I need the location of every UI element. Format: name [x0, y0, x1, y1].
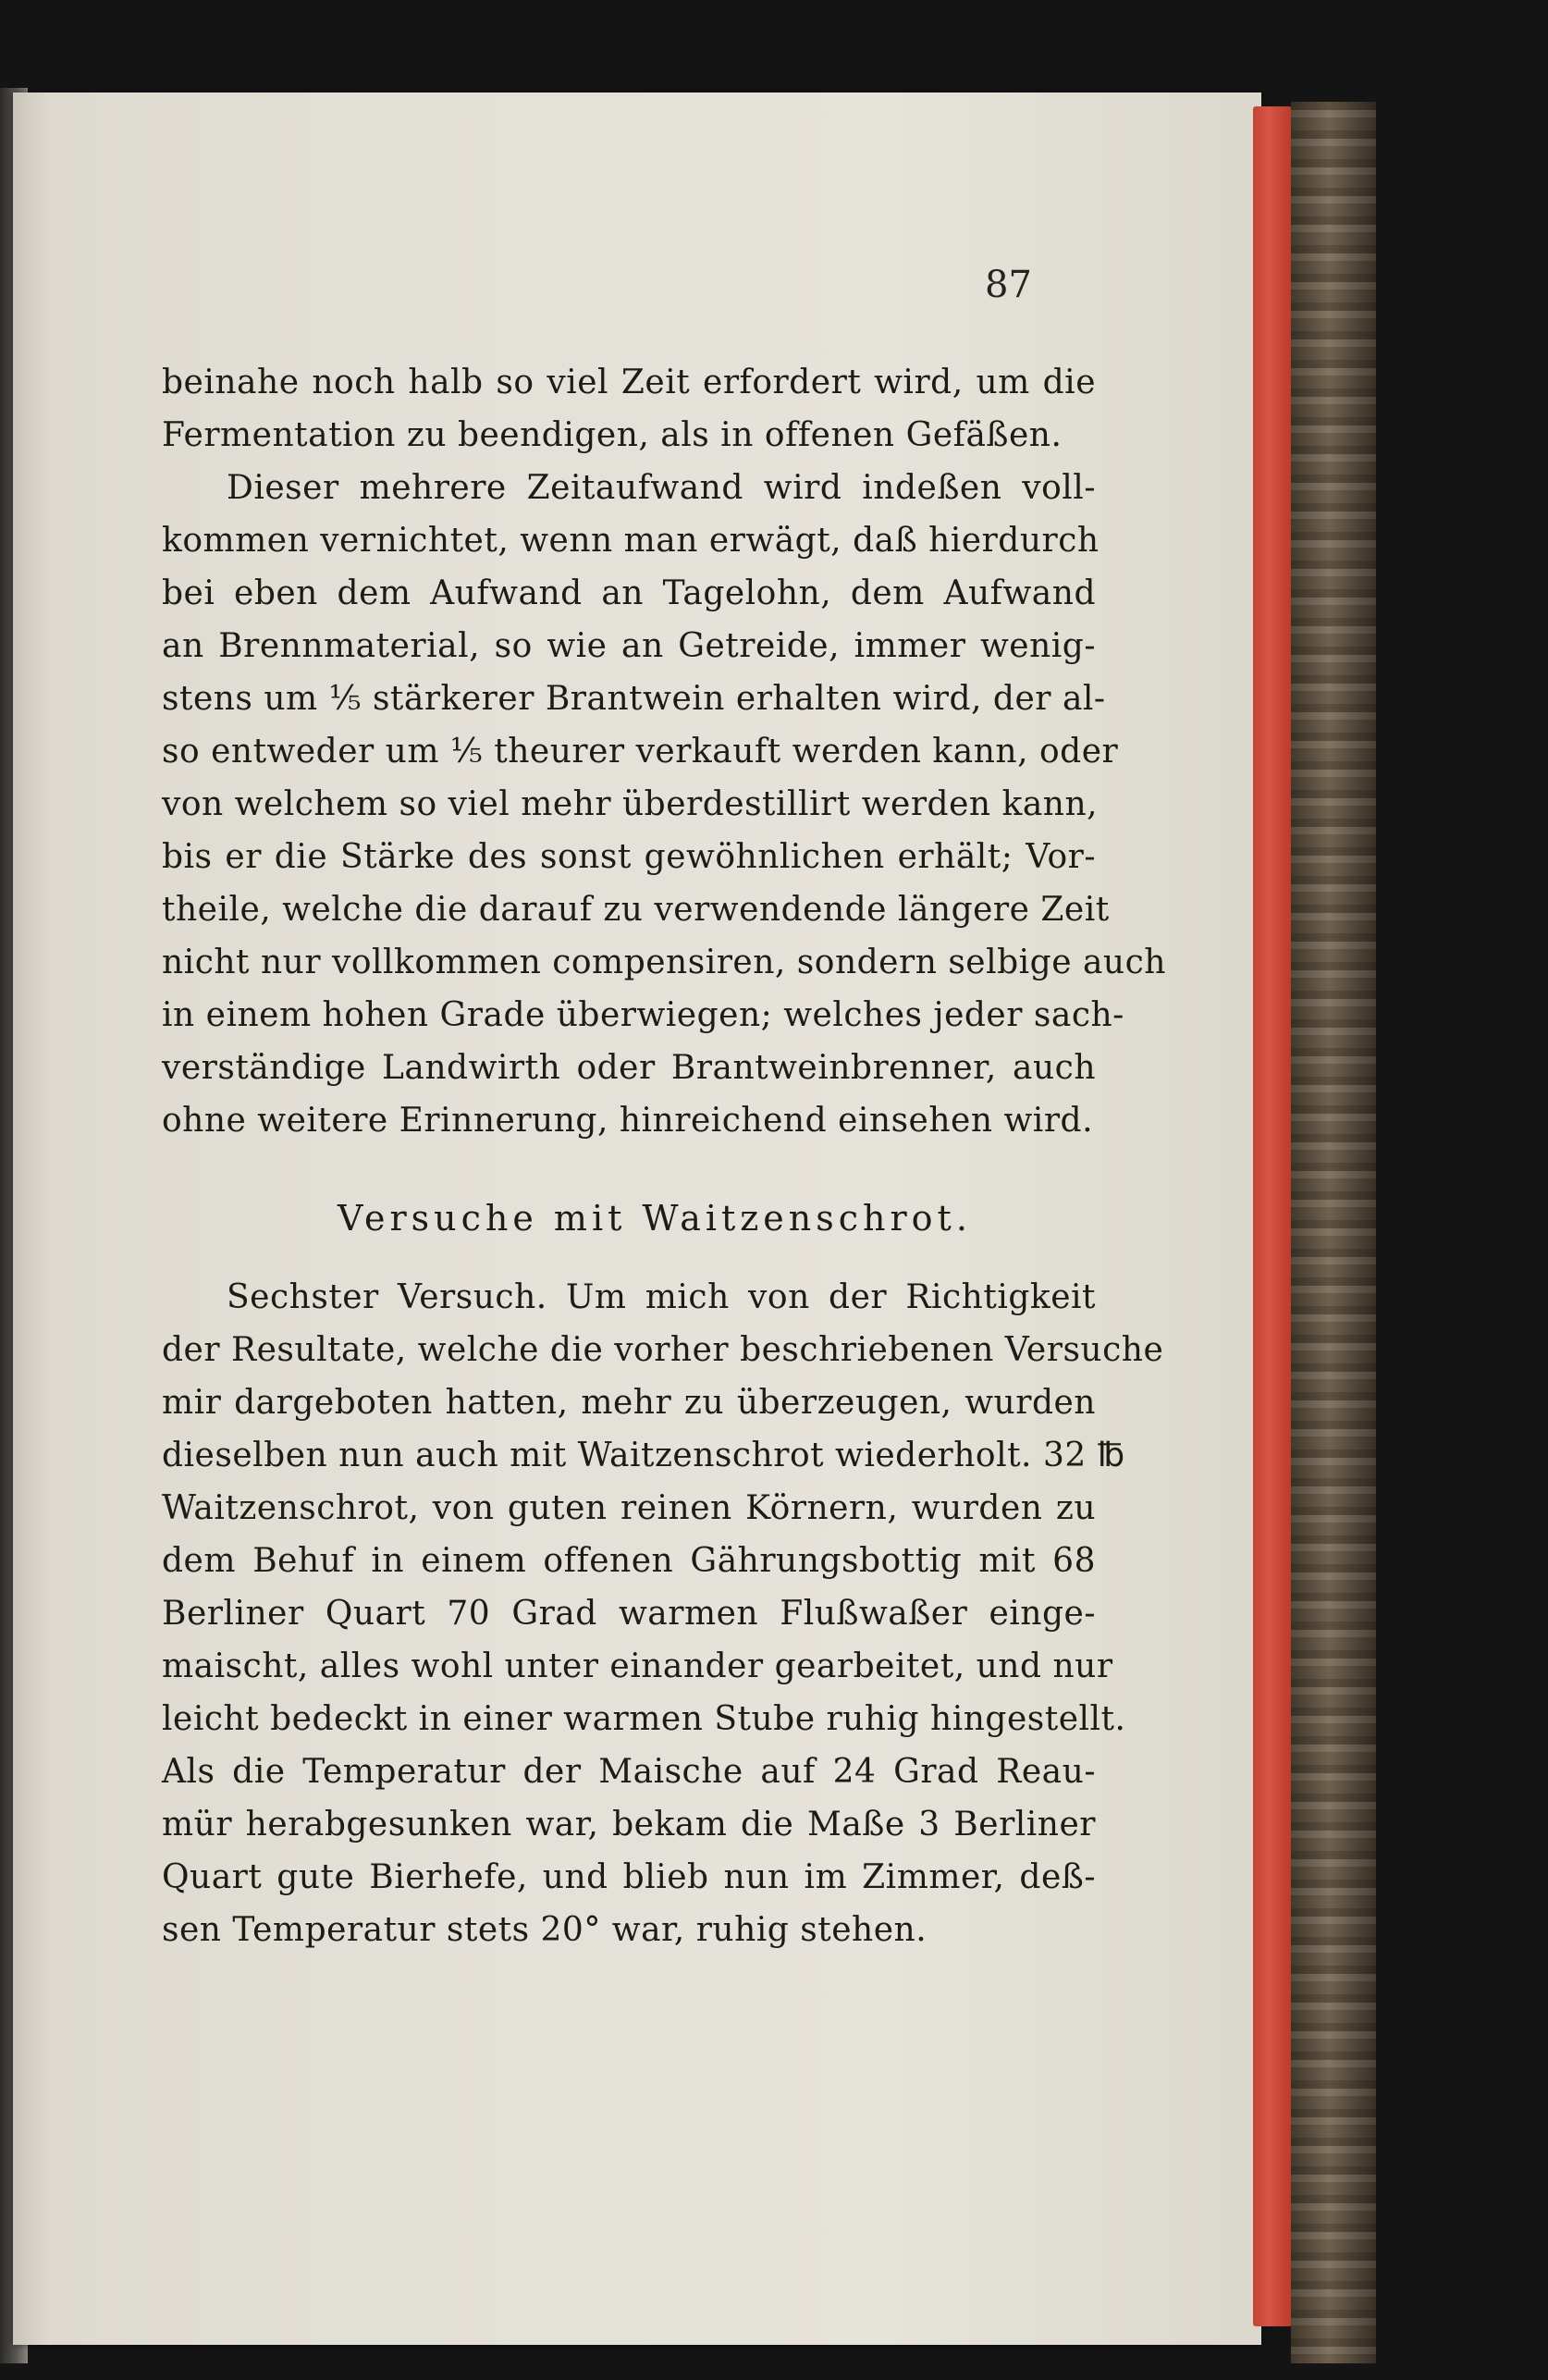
text-line: leicht bedeckt in einer warmen Stube ruhig hingestellt.: [162, 1700, 1126, 1738]
text-line: Sechster Versuch. Um mich von der Richtigkeit: [227, 1278, 1096, 1316]
text-line: bei eben dem Aufwand an Tagelohn, dem Aufwand: [162, 574, 1096, 612]
text-line: Quart gute Bierhefe, und blieb nun im Zimmer, deß-: [162, 1858, 1096, 1896]
text-line: Waitzenschrot, von guten reinen Körnern, wurden zu: [162, 1489, 1096, 1527]
text-line: ohne weitere Erinnerung, hinreichend einsehen wird.: [162, 1102, 1094, 1140]
page-text: [162, 268, 1166, 1956]
text-line: Dieser mehrere Zeitaufwand wird indeßen voll-: [227, 469, 1096, 507]
text-line: dieselben nun auch mit Waitzenschrot wiederholt. 32 ℔: [162, 1437, 1125, 1474]
book-cover-spine: [1291, 102, 1376, 2363]
text-line: verständige Landwirth oder Brantweinbrenner, auch: [162, 1049, 1096, 1087]
text-line: dem Behuf in einem offenen Gährungsbottig mit 68: [162, 1542, 1096, 1580]
text-line: stens um ⅕ stärkerer Brantwein erhalten wird, der al-: [162, 680, 1106, 718]
text-line: mir dargeboten hatten, mehr zu überzeugen, wurden: [162, 1384, 1096, 1422]
paragraph-2: [162, 462, 1166, 1147]
text-line: Berliner Quart 70 Grad warmen Flußwaßer einge-: [162, 1595, 1096, 1633]
text-line: beinahe noch halb so viel Zeit erfordert wird, um die: [162, 364, 1096, 401]
text-line: theile, welche die darauf zu verwendende längere Zeit: [162, 891, 1110, 929]
paragraph-3: [162, 1271, 1164, 1956]
text-line: nicht nur vollkommen compensiren, sondern selbige auch: [162, 943, 1166, 981]
red-page-edges: [1253, 106, 1292, 2326]
text-line: der Resultate, welche die vorher beschriebenen Versuche: [162, 1331, 1164, 1369]
text-line: Fermentation zu beendigen, als in offenen Gefäßen.: [162, 416, 1063, 454]
text-line: Als die Temperatur der Maische auf 24 Grad Reau-: [162, 1753, 1096, 1791]
paragraph-1: [162, 356, 1096, 462]
text-line: kommen vernichtet, wenn man erwägt, daß hierdurch: [162, 522, 1100, 560]
text-line: maischt, alles wohl unter einander gearbeitet, und nur: [162, 1647, 1113, 1685]
text-line: an Brennmaterial, so wie an Getreide, immer wenig-: [162, 627, 1096, 665]
page-number: 87: [985, 264, 1032, 306]
text-line: mür herabgesunken war, bekam die Maße 3 Berliner: [162, 1806, 1096, 1844]
text-line: bis er die Stärke des sonst gewöhnlichen erhält; Vor-: [162, 838, 1096, 876]
text-line: so entweder um ⅕ theurer verkauft werden kann, oder: [162, 733, 1119, 771]
text-line: von welchem so viel mehr überdestillirt werden kann,: [162, 785, 1099, 823]
section-heading: Versuche mit Waitzenschrot.: [338, 1198, 972, 1239]
text-line: sen Temperatur stets 20° war, ruhig stehen.: [162, 1911, 928, 1949]
text-line: in einem hohen Grade überwiegen; welches jeder sach-: [162, 996, 1124, 1034]
